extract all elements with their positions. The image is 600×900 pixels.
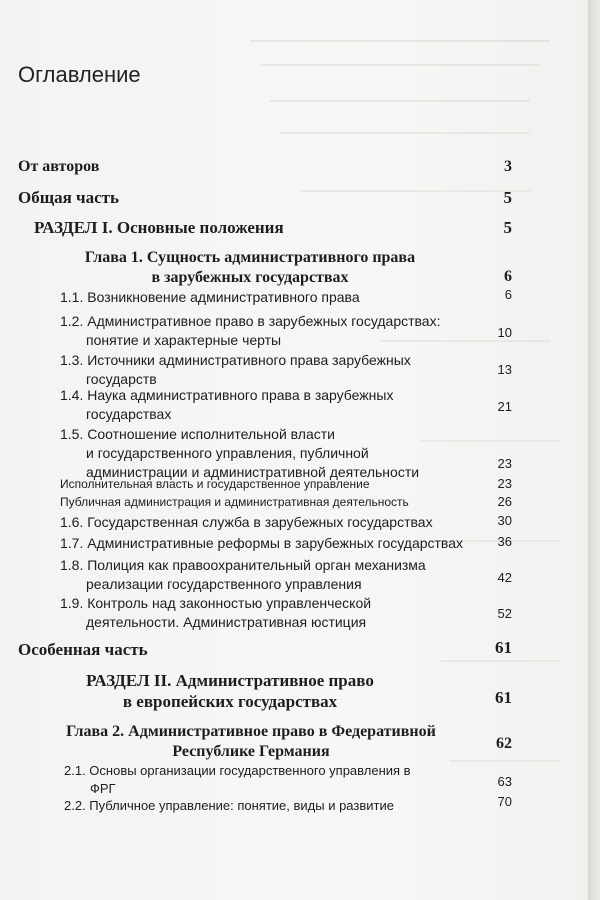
toc-entry xyxy=(60,386,393,424)
page-edge xyxy=(588,0,600,900)
toc-entry xyxy=(60,514,433,530)
toc-entry xyxy=(18,158,99,176)
toc-entry-text: Общая часть xyxy=(18,188,119,207)
toc-page-number: 52 xyxy=(497,606,512,621)
toc-entry-text: Исполнительная власть и государственное управление xyxy=(60,477,370,491)
toc-page-number: 30 xyxy=(497,513,512,528)
toc-page-number: 23 xyxy=(497,476,512,491)
toc-entry-line: 1.2. Административное право в зарубежных государствах: xyxy=(60,313,441,329)
toc-entry-line: Глава 1. Сущность административного права xyxy=(84,249,416,266)
toc-entry-line: администрации и административной деятельности xyxy=(86,464,420,480)
toc-page-number: 70 xyxy=(497,794,512,809)
toc-entry-line: РАЗДЕЛ II. Административное право xyxy=(86,671,374,690)
toc-page-number: 13 xyxy=(497,362,512,377)
toc-entry xyxy=(64,798,394,813)
toc-entry-line: ФРГ xyxy=(90,781,116,796)
toc-entry-line: 2.1. Основы организации государственного управления в xyxy=(64,763,411,778)
toc-page-number: 42 xyxy=(497,570,512,585)
toc-subentry xyxy=(60,477,370,491)
toc-entry-text: 1.6. Государственная служба в зарубежных государствах xyxy=(60,514,433,530)
toc-page-number: 61 xyxy=(495,688,512,707)
toc-page-number: 36 xyxy=(497,534,512,549)
toc-page-number: 61 xyxy=(495,638,512,657)
toc-entry xyxy=(60,556,426,594)
toc-chapter-heading xyxy=(36,722,466,762)
toc-entry xyxy=(18,640,148,660)
toc-entry-line: 1.8. Полиция как правоохранительный орган механизма xyxy=(60,557,426,573)
toc-entry-text: 2.2. Публичное управление: понятие, виды и развитие xyxy=(64,798,394,813)
toc-entry-line: 1.9. Контроль над законностью управленческой xyxy=(60,595,372,611)
toc-entry-text: Особенная часть xyxy=(18,640,148,659)
toc-entry-line: государствах xyxy=(86,406,172,422)
toc-page-number: 62 xyxy=(496,735,512,752)
toc-page-number: 5 xyxy=(503,188,512,207)
toc-entry xyxy=(60,425,419,482)
toc-section-heading xyxy=(30,670,430,712)
toc-page-number: 23 xyxy=(497,456,512,471)
toc-entry xyxy=(60,535,463,551)
toc-section-heading xyxy=(34,218,284,238)
toc-page-number: 6 xyxy=(504,268,512,285)
toc-page-number: 10 xyxy=(497,325,512,340)
toc-entry xyxy=(60,289,360,305)
toc-entry-line: понятие и характерные черты xyxy=(86,332,282,348)
toc-subentry xyxy=(60,495,409,509)
toc-entry-line: 1.4. Наука административного права в зарубежных xyxy=(60,387,394,403)
toc-title: Оглавление xyxy=(18,62,141,87)
toc-page-number: 5 xyxy=(503,218,512,237)
toc-page-number: 21 xyxy=(497,399,512,414)
toc-entry-text: От авторов xyxy=(18,158,100,175)
toc-entry-text: Публичная администрация и административная деятельность xyxy=(60,495,409,509)
toc-page-number: 6 xyxy=(504,287,512,302)
toc-entry-line: в европейских государствах xyxy=(122,692,338,711)
toc-page-number: 63 xyxy=(497,774,512,789)
toc-chapter-heading xyxy=(40,248,460,288)
toc-entry xyxy=(60,312,440,350)
toc-entry xyxy=(64,762,411,798)
toc-entry xyxy=(60,351,411,389)
toc-entry xyxy=(18,188,119,208)
toc-entry-line: 1.5. Соотношение исполнительной власти xyxy=(60,426,335,442)
toc-entry-line: 1.3. Источники административного права зарубежных xyxy=(60,352,411,368)
toc-entry-line: деятельности. Административная юстиция xyxy=(86,614,367,630)
toc-entry xyxy=(60,594,371,632)
toc-entry-line: государств xyxy=(86,371,157,387)
toc-entry-line: и государственного управления, публичной xyxy=(86,445,369,461)
toc-entry-line: в зарубежных государствах xyxy=(151,269,349,286)
toc-entry-text: 1.1. Возникновение административного права xyxy=(60,289,360,305)
toc-page-number: 26 xyxy=(497,494,512,509)
toc-entry-text: 1.7. Административные реформы в зарубежных государствах xyxy=(60,535,463,551)
toc-page-number: 3 xyxy=(504,158,512,175)
toc-entry-text: РАЗДЕЛ I. Основные положения xyxy=(34,218,284,237)
toc-entry-line: Глава 2. Административное право в Федеративной xyxy=(66,723,436,740)
toc-entry-line: реализации государственного управления xyxy=(86,576,362,592)
toc-entry-line: Республике Германия xyxy=(172,743,330,760)
